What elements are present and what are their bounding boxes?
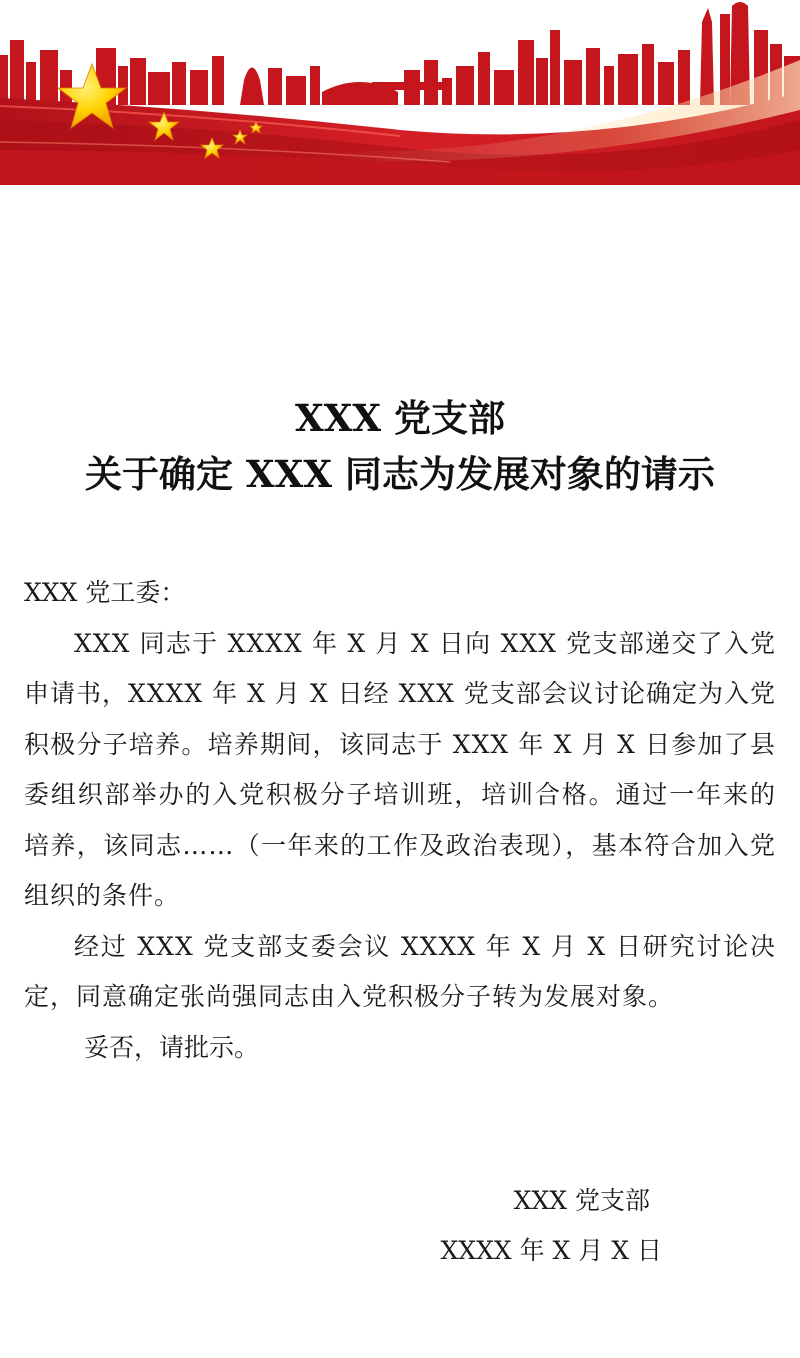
banner-graphic: [0, 0, 800, 185]
body-paragraph-1: XXX 同志于 XXXX 年 X 月 X 日向 XXX 党支部递交了入党申请书，XXXX 年 X 月 X 日经 XXX 党支部会议讨论确定为入党积极分子培养。培养期间，该同志于 XXX 年 X 月 X 日参加了县委组织部举办的入党积极分子培训班，培训合格。通过一年来的培养，该同志……（一年来的工作及政治表现），基本符合加入党组织的条件。: [24, 628, 776, 910]
salutation: XXX 党工委：: [24, 578, 186, 607]
title-subject: 关于确定 XXX 同志为发展对象的请示: [85, 452, 715, 496]
title-organization: XXX 党支部: [294, 396, 505, 440]
header-banner: [0, 0, 800, 185]
body-paragraph-2: 经过 XXX 党支部支委会议 XXXX 年 X 月 X 日研究讨论决定，同意确定张尚强同志由入党积极分子转为发展对象。: [24, 931, 776, 1011]
signature-date: XXXX 年 X 月 X 日: [440, 1236, 662, 1265]
signature-organization: XXX 党支部: [513, 1186, 650, 1215]
signature-block: [440, 1176, 662, 1276]
document-title: [0, 390, 800, 502]
document-body: [24, 568, 776, 1073]
closing-request: 妥否，请批示。: [84, 1032, 260, 1062]
